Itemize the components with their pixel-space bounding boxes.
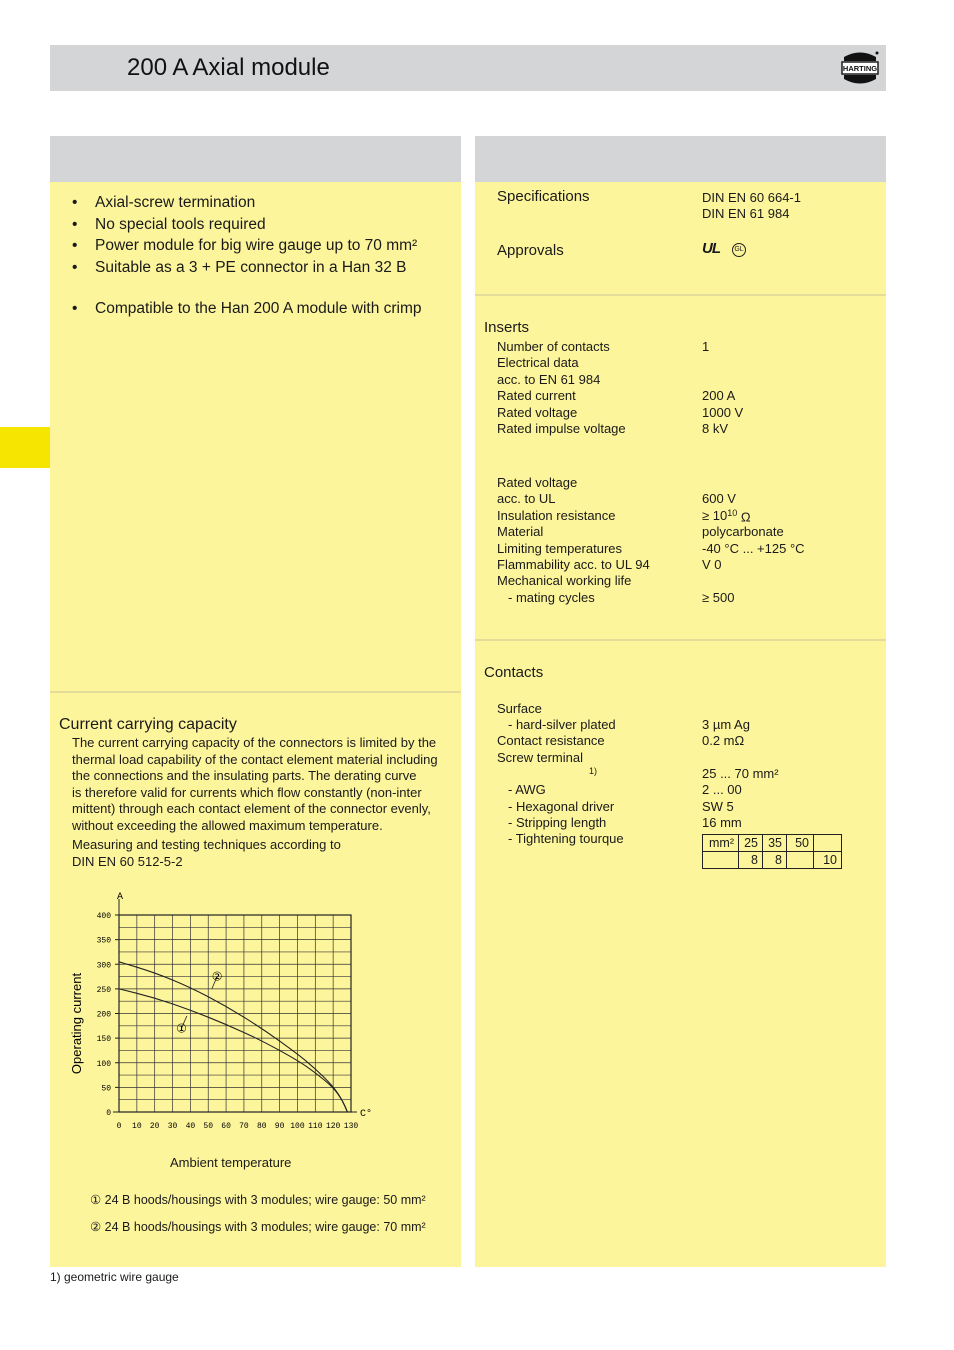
y-tick-label: 250	[96, 985, 111, 995]
spec-label: Electrical data	[497, 355, 579, 371]
feature-item: • Suitable as a 3 + PE connector in a Han 32 B	[72, 258, 407, 276]
y-tick-label: 300	[96, 961, 111, 971]
spec-value: polycarbonate	[702, 524, 784, 540]
capacity-title: Current carrying capacity	[59, 716, 237, 733]
spec-value: 1000 V	[702, 404, 744, 420]
derating-chart	[60, 887, 380, 1132]
ul-mark-icon: UL	[702, 240, 720, 257]
y-unit-label: A	[117, 892, 124, 903]
y-tick-label: 0	[106, 1109, 111, 1118]
y-tick-label: 350	[96, 936, 111, 946]
left-panel	[50, 182, 461, 1267]
x-tick-label: 50	[203, 1122, 214, 1131]
spec-value: 200 A	[702, 388, 736, 404]
table-cell: 8	[739, 852, 763, 869]
spec-label: Rated impulse voltage	[497, 421, 626, 436]
spec-value: SW 5	[702, 799, 734, 814]
torque-table	[702, 834, 842, 869]
series-marker: ②	[211, 969, 223, 984]
inserts-title: Inserts	[484, 319, 530, 336]
x-tick-label: 130	[343, 1122, 359, 1131]
x-tick-label: 120	[325, 1122, 341, 1131]
x-tick-label: 20	[149, 1122, 160, 1131]
spec-label: Rated voltage	[497, 404, 578, 420]
divider	[475, 639, 886, 641]
spec-label: Insulation resistance	[497, 507, 616, 523]
divider	[50, 691, 461, 693]
side-tab	[0, 427, 50, 468]
series-marker: ①	[176, 1021, 187, 1036]
table-cell: 10	[814, 852, 842, 869]
spec-label: - Stripping length	[508, 815, 607, 830]
x-unit-label: C°	[360, 1109, 373, 1120]
svg-text:HARTING: HARTING	[842, 64, 878, 73]
table-cell: 35	[763, 835, 787, 852]
spec-value: DIN EN 60 664-1	[702, 190, 801, 205]
feature-item: • Power module for big wire gauge up to 70 mm²	[72, 237, 418, 255]
table-cell: mm²	[703, 835, 739, 852]
chart-ticks	[97, 912, 359, 1131]
spec-label: acc. to UL	[497, 491, 556, 507]
spec-value: -40 °C ... +125 °C	[702, 540, 805, 556]
spec-label: - Tightening tourque	[508, 831, 624, 846]
spec-label: Number of contacts	[497, 339, 610, 354]
y-tick-label: 200	[96, 1010, 111, 1020]
specifications-label: Specifications	[497, 188, 590, 205]
spec-value: V 0	[702, 557, 722, 572]
gauge-value: 25 ... 70 mm²	[702, 766, 779, 781]
chart-grid	[113, 899, 357, 1112]
divider	[475, 294, 886, 296]
unit: Ω	[737, 509, 751, 525]
spec-label: Rated current	[497, 388, 576, 404]
x-tick-label: 70	[239, 1122, 249, 1131]
spec-value: ≥ 500	[702, 589, 735, 605]
harting-logo	[840, 49, 880, 87]
spec-label: Rated voltage	[497, 475, 578, 490]
x-tick-label: 60	[221, 1122, 231, 1131]
spec-value: 600 V	[702, 491, 736, 507]
spec-value: 2 ... 00	[702, 782, 742, 797]
x-tick-label: 0	[116, 1122, 122, 1131]
legend-item: ② 24 B hoods/housings with 3 modules; wire gauge: 70 mm²	[90, 1220, 426, 1234]
y-axis-label: Operating current	[69, 972, 84, 1075]
spec-value: 16 mm	[702, 815, 742, 830]
feature-item: • No special tools required	[72, 215, 266, 233]
table-cell	[787, 852, 814, 869]
spec-label: - mating cycles	[508, 589, 595, 605]
spec-label: acc. to EN 61 984	[497, 371, 601, 387]
spec-label: Limiting temperatures	[497, 540, 622, 556]
y-tick-label: 400	[96, 912, 111, 921]
table-cell	[703, 852, 739, 869]
spec-value: 3 µm Ag	[702, 717, 750, 732]
spec-label: - Hexagonal driver	[508, 799, 615, 814]
spec-value: 0.2 mΩ	[702, 733, 745, 748]
footnote: 1) geometric wire gauge	[50, 1270, 179, 1284]
table-row	[703, 852, 842, 869]
spec-label: Surface	[497, 701, 542, 716]
x-tick-label: 80	[256, 1122, 267, 1131]
table-cell: 50	[787, 835, 814, 852]
gl-mark-icon: GL	[732, 243, 746, 257]
exponent: 10	[727, 507, 738, 518]
spec-value: ≥ 10 $^{10}$ Ω	[702, 507, 751, 525]
feature-list	[72, 192, 422, 320]
y-tick-label: 50	[101, 1084, 111, 1094]
spec-value: 8 kV	[702, 421, 729, 436]
table-row	[703, 835, 842, 852]
contacts-title: Contacts	[484, 664, 544, 681]
x-tick-label: 100	[290, 1122, 305, 1131]
spec-label: Screw terminal	[497, 750, 583, 765]
x-tick-label: 30	[167, 1122, 178, 1131]
x-tick-label: 90	[274, 1122, 285, 1131]
right-panel-header	[475, 136, 886, 182]
approval-marks	[702, 241, 752, 259]
x-tick-label: 110	[308, 1122, 323, 1131]
approvals-label: Approvals	[497, 242, 564, 259]
series-line	[119, 962, 347, 1112]
page-header	[50, 45, 886, 91]
spec-label: Flammability acc. to UL 94	[497, 557, 650, 572]
spec-label: Material	[497, 524, 544, 540]
spec-label: Mechanical working life	[497, 573, 632, 589]
x-tick-label: 10	[132, 1122, 142, 1131]
table-cell	[814, 835, 842, 852]
feature-item: • Compatible to the Han 200 A module with crimp	[72, 300, 422, 318]
chart-series	[119, 962, 347, 1112]
capacity-text: The current carrying capacity of the connectors is limited by the thermal load capability of the contact element material including the connections and the insulating parts. The derating curve is therefore valid for currents which flow constantly (non-inter mittent) through each contact element of the connector evenly, without exceeding the allowed maximum temperature. Measuring and testing techniques according to DIN EN 60 512-5-2	[72, 735, 438, 869]
table-cell: 8	[763, 852, 787, 869]
legend-item: ① 24 B hoods/housings with 3 modules; wire gauge: 50 mm²	[90, 1193, 426, 1207]
page-title: 200 A Axial module	[127, 54, 330, 81]
right-panel	[475, 182, 886, 1267]
x-axis-label: Ambient temperature	[170, 1155, 292, 1170]
left-panel-header	[50, 136, 461, 182]
spec-label: - AWG	[508, 782, 546, 797]
table-cell: 25	[739, 835, 763, 852]
y-tick-label: 100	[96, 1059, 111, 1069]
footnote-ref: 1)	[589, 766, 598, 776]
feature-item: • Axial-screw termination	[72, 194, 256, 211]
spec-value: DIN EN 61 984	[702, 206, 790, 221]
spec-label: - hard-silver plated	[508, 717, 616, 732]
spec-value: 1	[702, 339, 710, 354]
spec-label: Contact resistance	[497, 733, 605, 748]
y-tick-label: 150	[96, 1035, 111, 1045]
x-tick-label: 40	[185, 1122, 196, 1131]
